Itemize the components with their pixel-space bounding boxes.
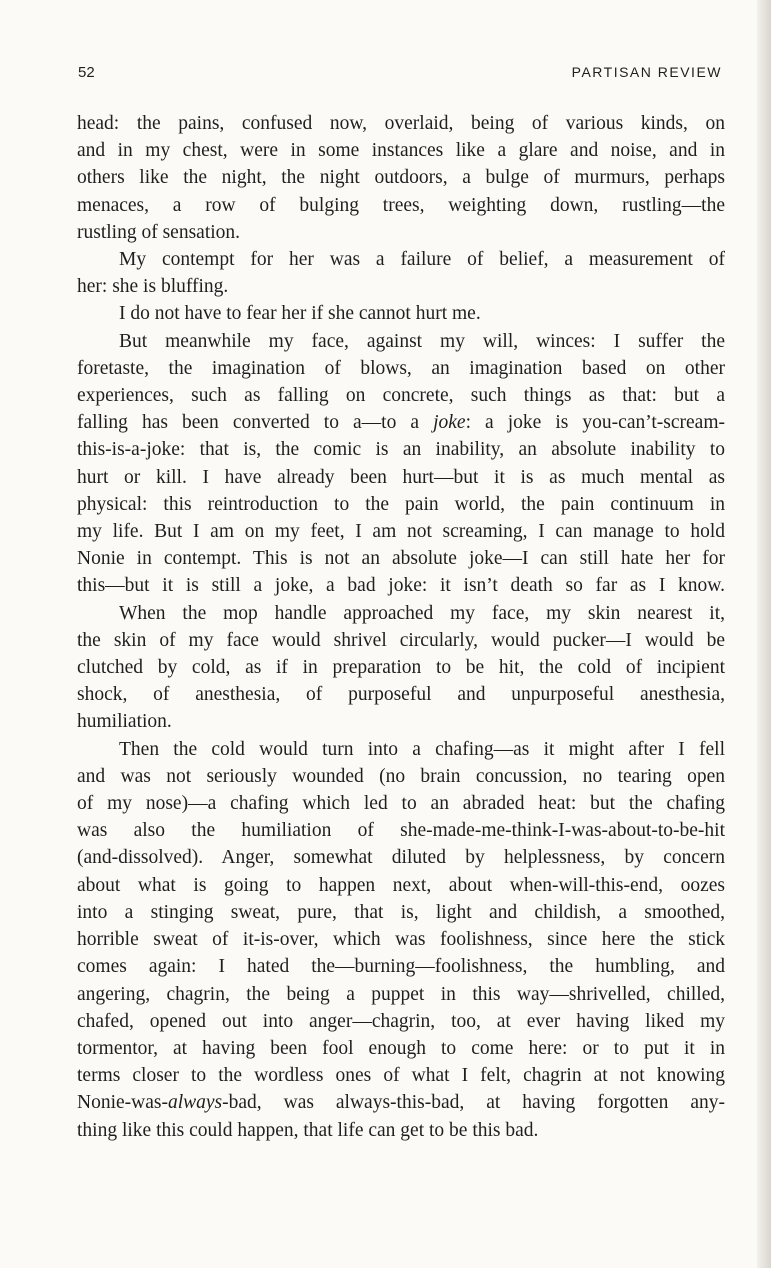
text-line [77, 790, 725, 817]
text-line [77, 1008, 725, 1035]
text-line [77, 1035, 725, 1062]
text-line-content: falling has been converted to a—to a [77, 412, 434, 434]
text-line-content: hurt or kill. I have already been hurt—but it is as much mental as [77, 466, 725, 488]
text-line-content: thing like this could happen, that life can get to be this bad. [77, 1119, 539, 1141]
text-line [77, 736, 725, 763]
text-line-content: Nonie in contempt. This is not an absolute joke—I can still hate her for [77, 548, 725, 570]
running-head: PARTISAN REVIEW [571, 64, 722, 80]
text-line-content: this-is-a-joke: that is, the comic is an inability, an absolute inability to [77, 439, 725, 461]
text-line-content: was also the humiliation of she-made-me-think-I-was-about-to-be-hit [77, 820, 725, 842]
page-header [78, 64, 722, 88]
text-line [77, 192, 725, 219]
text-line [77, 300, 725, 327]
text-line [77, 273, 725, 300]
text-line-content: about what is going to happen next, about when-will-this-end, oozes [77, 874, 725, 896]
text-line [77, 219, 725, 246]
text-line [77, 763, 725, 790]
text-line [77, 1062, 725, 1089]
text-line [77, 436, 725, 463]
text-line-content: head: the pains, confused now, overlaid, being of various kinds, on [77, 113, 725, 134]
text-line [77, 518, 725, 545]
text-line-content: But meanwhile my face, against my will, winces: I suffer the [119, 330, 725, 352]
text-line [77, 110, 725, 137]
text-line [77, 545, 725, 572]
page-number: 52 [78, 64, 95, 81]
text-line [77, 817, 725, 844]
text-line [77, 844, 725, 871]
text-line-content: of my nose)—a chafing which led to an abraded heat: but the chafing [77, 793, 725, 815]
text-line [77, 164, 725, 191]
text-line-content: humiliation. [77, 711, 172, 733]
text-line-content: angering, chagrin, the being a puppet in this way—shrivelled, chilled, [77, 983, 725, 1005]
text-line-content: physical: this reintroduction to the pain world, the pain continuum in [77, 493, 725, 515]
text-line-content: and was not seriously wounded (no brain concussion, no tearing open [77, 765, 725, 787]
text-line-content: the skin of my face would shrivel circularly, would pucker—I would be [77, 629, 725, 651]
text-line-content: tormentor, at having been fool enough to come here: or to put it in [77, 1037, 725, 1059]
text-line [77, 246, 725, 273]
text-line-content: Then the cold would turn into a chafing—as it might after I fell [119, 738, 725, 760]
text-line-content: experiences, such as falling on concrete, such things as that: but a [77, 385, 725, 407]
text-line [77, 600, 725, 627]
text-line-content: comes again: I hated the—burning—foolishness, the humbling, and [77, 956, 725, 978]
text-line-content: My contempt for her was a failure of belief, a measurement of [119, 249, 725, 271]
text-line-content: Nonie-was- [77, 1092, 168, 1114]
text-line-content: clutched by cold, as if in preparation to be hit, the cold of incipient [77, 657, 725, 679]
text-line [77, 708, 725, 735]
text-line-continuation: : a joke is you-can’t-scream- [465, 412, 725, 434]
text-line [77, 409, 725, 436]
text-line-content: this—but it is still a joke, a bad joke: it isn’t death so far as I know. [77, 575, 725, 597]
text-line [77, 1117, 725, 1144]
text-line [77, 681, 725, 708]
text-line [77, 137, 725, 164]
text-line-content: menaces, a row of bulging trees, weighting down, rustling—the [77, 194, 725, 216]
text-line [77, 572, 725, 599]
text-line [77, 627, 725, 654]
text-line-content: I do not have to fear her if she cannot hurt me. [119, 303, 481, 325]
text-line-continuation: -bad, was always-this-bad, at having forgotten any- [222, 1092, 725, 1114]
text-line [77, 926, 725, 953]
body-text [77, 110, 725, 1144]
text-line-content: When the mop handle approached my face, my skin nearest it, [119, 602, 725, 624]
emphasis-word: joke [433, 412, 466, 434]
text-line-content: foretaste, the imagination of blows, an imagination based on other [77, 357, 725, 379]
text-line-content: horrible sweat of it-is-over, which was foolishness, since here the stick [77, 929, 725, 951]
text-line [77, 953, 725, 980]
text-line-content: chafed, opened out into anger—chagrin, too, at ever having liked my [77, 1010, 725, 1032]
emphasis-word: always [167, 1092, 223, 1114]
text-line [77, 872, 725, 899]
text-line [77, 355, 725, 382]
page-edge-shadow [757, 0, 771, 1268]
text-line-content: and in my chest, were in some instances like a glare and noise, and in [77, 140, 725, 162]
text-line [77, 899, 725, 926]
text-line [77, 491, 725, 518]
text-line-content: her: she is bluffing. [77, 276, 229, 298]
text-line [77, 328, 725, 355]
text-line [77, 382, 725, 409]
text-line-content: others like the night, the night outdoors, a bulge of murmurs, perhaps [77, 167, 725, 189]
text-line-content: into a stinging sweat, pure, that is, light and childish, a smoothed, [77, 901, 725, 923]
text-line-content: rustling of sensation. [77, 221, 241, 243]
text-line-content: my life. But I am on my feet, I am not screaming, I can manage to hold [77, 521, 725, 543]
text-line-content: terms closer to the wordless ones of what I felt, chagrin at not knowing [77, 1065, 725, 1087]
text-line [77, 464, 725, 491]
text-line [77, 981, 725, 1008]
text-line-content: (and-dissolved). Anger, somewhat diluted by helplessness, by concern [77, 847, 725, 869]
text-line [77, 1089, 725, 1116]
text-line-content: shock, of anesthesia, of purposeful and unpurposeful anesthesia, [77, 684, 725, 706]
text-line [77, 654, 725, 681]
